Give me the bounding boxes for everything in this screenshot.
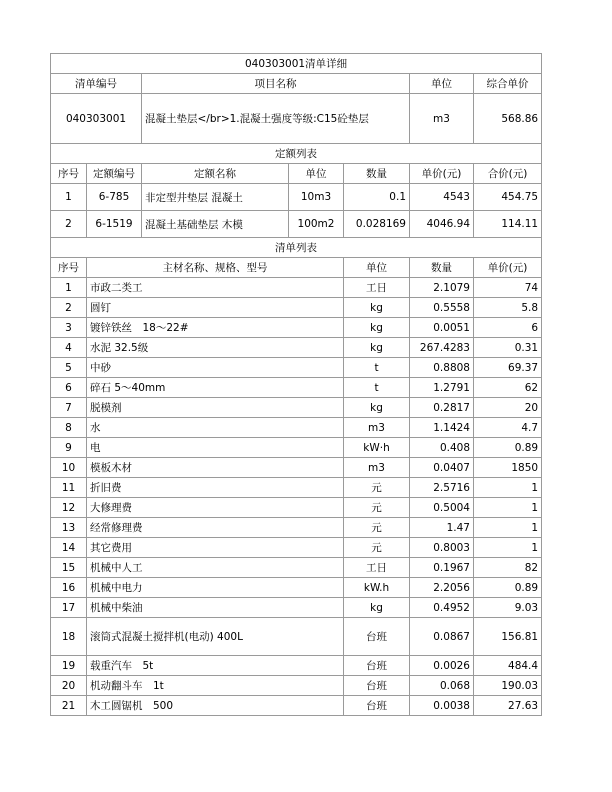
material-row — [51, 598, 542, 618]
material-price: 4.7 — [474, 418, 542, 438]
material-name: 机动翻斗车 1t — [87, 676, 344, 696]
quota-no: 1 — [51, 184, 87, 211]
material-unit: 元 — [344, 538, 410, 558]
material-price: 1850 — [474, 458, 542, 478]
quota-price: 4543 — [410, 184, 474, 211]
material-row — [51, 676, 542, 696]
material-row — [51, 618, 542, 656]
material-qty: 2.5716 — [410, 478, 474, 498]
material-price: 6 — [474, 318, 542, 338]
quota-price: 4046.94 — [410, 211, 474, 238]
material-name: 机械中柴油 — [87, 598, 344, 618]
material-unit: 台班 — [344, 656, 410, 676]
material-qty: 1.1424 — [410, 418, 474, 438]
material-price: 1 — [474, 518, 542, 538]
material-qty: 0.0038 — [410, 696, 474, 716]
quota-name: 非定型井垫层 混凝土 — [142, 184, 289, 211]
material-row — [51, 318, 542, 338]
material-qty: 2.2056 — [410, 578, 474, 598]
material-row — [51, 518, 542, 538]
item-unit-price: 568.86 — [474, 94, 542, 144]
material-no: 18 — [51, 618, 87, 656]
material-no: 9 — [51, 438, 87, 458]
material-name: 滚筒式混凝土搅拌机(电动) 400L — [87, 618, 344, 656]
material-no: 1 — [51, 278, 87, 298]
material-name: 圆钉 — [87, 298, 344, 318]
material-name: 电 — [87, 438, 344, 458]
material-unit: 台班 — [344, 618, 410, 656]
material-unit: m3 — [344, 418, 410, 438]
material-qty: 0.408 — [410, 438, 474, 458]
material-row — [51, 538, 542, 558]
material-qty: 0.4952 — [410, 598, 474, 618]
material-no: 16 — [51, 578, 87, 598]
material-unit: m3 — [344, 458, 410, 478]
quota-section-title-row — [51, 144, 542, 164]
quota-header-price: 单价(元) — [410, 164, 474, 184]
material-price: 0.31 — [474, 338, 542, 358]
material-unit: 台班 — [344, 676, 410, 696]
summary-row — [51, 94, 542, 144]
material-row — [51, 438, 542, 458]
material-no: 13 — [51, 518, 87, 538]
material-price: 62 — [474, 378, 542, 398]
material-price: 20 — [474, 398, 542, 418]
material-unit: t — [344, 358, 410, 378]
header-unit-price: 综合单价 — [474, 74, 542, 94]
material-qty: 2.1079 — [410, 278, 474, 298]
material-row — [51, 398, 542, 418]
material-no: 6 — [51, 378, 87, 398]
material-qty: 0.068 — [410, 676, 474, 696]
material-unit: kg — [344, 398, 410, 418]
material-price: 9.03 — [474, 598, 542, 618]
quota-no: 2 — [51, 211, 87, 238]
material-price: 0.89 — [474, 578, 542, 598]
material-unit: kg — [344, 338, 410, 358]
material-price: 74 — [474, 278, 542, 298]
material-no: 15 — [51, 558, 87, 578]
material-name: 水泥 32.5级 — [87, 338, 344, 358]
quota-header-code: 定额编号 — [87, 164, 142, 184]
header-unit: 单位 — [410, 74, 474, 94]
material-unit: kg — [344, 298, 410, 318]
bill-detail-table — [50, 53, 542, 716]
material-no: 19 — [51, 656, 87, 676]
doc-title: 040303001清单详细 — [51, 54, 542, 74]
material-header-unit: 单位 — [344, 258, 410, 278]
material-unit: kg — [344, 318, 410, 338]
material-no: 5 — [51, 358, 87, 378]
material-row — [51, 656, 542, 676]
material-section-title-row — [51, 238, 542, 258]
material-name: 中砂 — [87, 358, 344, 378]
material-no: 11 — [51, 478, 87, 498]
material-unit: 元 — [344, 498, 410, 518]
material-name: 其它费用 — [87, 538, 344, 558]
material-header-price: 单价(元) — [474, 258, 542, 278]
material-name: 镀锌铁丝 18～22# — [87, 318, 344, 338]
material-row — [51, 578, 542, 598]
material-qty: 0.1967 — [410, 558, 474, 578]
quota-header-name: 定额名称 — [142, 164, 289, 184]
material-price: 82 — [474, 558, 542, 578]
material-row — [51, 558, 542, 578]
material-no: 3 — [51, 318, 87, 338]
material-header-qty: 数量 — [410, 258, 474, 278]
material-name: 市政二类工 — [87, 278, 344, 298]
material-price: 156.81 — [474, 618, 542, 656]
doc-title-row — [51, 54, 542, 74]
material-row — [51, 458, 542, 478]
header-item-name: 项目名称 — [142, 74, 410, 94]
material-name: 载重汽车 5t — [87, 656, 344, 676]
material-name: 碎石 5～40mm — [87, 378, 344, 398]
material-qty: 0.5004 — [410, 498, 474, 518]
material-qty: 0.2817 — [410, 398, 474, 418]
material-unit: t — [344, 378, 410, 398]
material-row — [51, 696, 542, 716]
quota-row — [51, 184, 542, 211]
material-name: 机械中人工 — [87, 558, 344, 578]
quota-total: 454.75 — [474, 184, 542, 211]
material-row — [51, 298, 542, 318]
material-name: 水 — [87, 418, 344, 438]
quota-header-no: 序号 — [51, 164, 87, 184]
material-price: 190.03 — [474, 676, 542, 696]
material-no: 4 — [51, 338, 87, 358]
material-no: 14 — [51, 538, 87, 558]
material-no: 10 — [51, 458, 87, 478]
material-no: 7 — [51, 398, 87, 418]
quota-header-total: 合价(元) — [474, 164, 542, 184]
material-qty: 0.0867 — [410, 618, 474, 656]
material-price: 484.4 — [474, 656, 542, 676]
material-price: 1 — [474, 478, 542, 498]
material-qty: 267.4283 — [410, 338, 474, 358]
quota-name: 混凝土基础垫层 木模 — [142, 211, 289, 238]
material-row — [51, 418, 542, 438]
material-qty: 0.8003 — [410, 538, 474, 558]
material-price: 69.37 — [474, 358, 542, 378]
material-price: 27.63 — [474, 696, 542, 716]
material-unit: 元 — [344, 518, 410, 538]
material-row — [51, 498, 542, 518]
material-name: 机械中电力 — [87, 578, 344, 598]
material-unit: 工日 — [344, 278, 410, 298]
material-unit: 台班 — [344, 696, 410, 716]
quota-unit: 100m2 — [289, 211, 344, 238]
quota-total: 114.11 — [474, 211, 542, 238]
material-section-title: 清单列表 — [51, 238, 542, 258]
material-no: 8 — [51, 418, 87, 438]
material-no: 12 — [51, 498, 87, 518]
quota-qty: 0.028169 — [344, 211, 410, 238]
material-name: 脱模剂 — [87, 398, 344, 418]
material-header-row — [51, 258, 542, 278]
quota-header-unit: 单位 — [289, 164, 344, 184]
material-price: 5.8 — [474, 298, 542, 318]
material-unit: kW·h — [344, 438, 410, 458]
quota-row — [51, 211, 542, 238]
material-price: 0.89 — [474, 438, 542, 458]
material-price: 1 — [474, 538, 542, 558]
material-name: 木工圆锯机 500 — [87, 696, 344, 716]
material-qty: 0.0407 — [410, 458, 474, 478]
quota-header-row — [51, 164, 542, 184]
material-row — [51, 358, 542, 378]
item-name: 混凝土垫层</br>1.混凝土强度等级:C15砼垫层 — [142, 94, 410, 144]
material-unit: 工日 — [344, 558, 410, 578]
material-price: 1 — [474, 498, 542, 518]
bill-code: 040303001 — [51, 94, 142, 144]
material-row — [51, 278, 542, 298]
summary-header-row — [51, 74, 542, 94]
header-bill-code: 清单编号 — [51, 74, 142, 94]
material-no: 2 — [51, 298, 87, 318]
quota-section-title: 定额列表 — [51, 144, 542, 164]
quota-qty: 0.1 — [344, 184, 410, 211]
material-unit: kW.h — [344, 578, 410, 598]
material-qty: 0.0026 — [410, 656, 474, 676]
quota-code: 6-1519 — [87, 211, 142, 238]
material-no: 21 — [51, 696, 87, 716]
material-row — [51, 338, 542, 358]
material-header-name: 主材名称、规格、型号 — [87, 258, 344, 278]
material-name: 模板木材 — [87, 458, 344, 478]
material-qty: 0.8808 — [410, 358, 474, 378]
material-qty: 0.5558 — [410, 298, 474, 318]
quota-header-qty: 数量 — [344, 164, 410, 184]
material-qty: 1.2791 — [410, 378, 474, 398]
material-name: 大修理费 — [87, 498, 344, 518]
quota-unit: 10m3 — [289, 184, 344, 211]
material-no: 20 — [51, 676, 87, 696]
item-unit: m3 — [410, 94, 474, 144]
material-header-no: 序号 — [51, 258, 87, 278]
material-qty: 0.0051 — [410, 318, 474, 338]
material-qty: 1.47 — [410, 518, 474, 538]
material-name: 折旧费 — [87, 478, 344, 498]
material-row — [51, 378, 542, 398]
material-unit: kg — [344, 598, 410, 618]
material-no: 17 — [51, 598, 87, 618]
material-name: 经常修理费 — [87, 518, 344, 538]
material-row — [51, 478, 542, 498]
quota-code: 6-785 — [87, 184, 142, 211]
material-unit: 元 — [344, 478, 410, 498]
